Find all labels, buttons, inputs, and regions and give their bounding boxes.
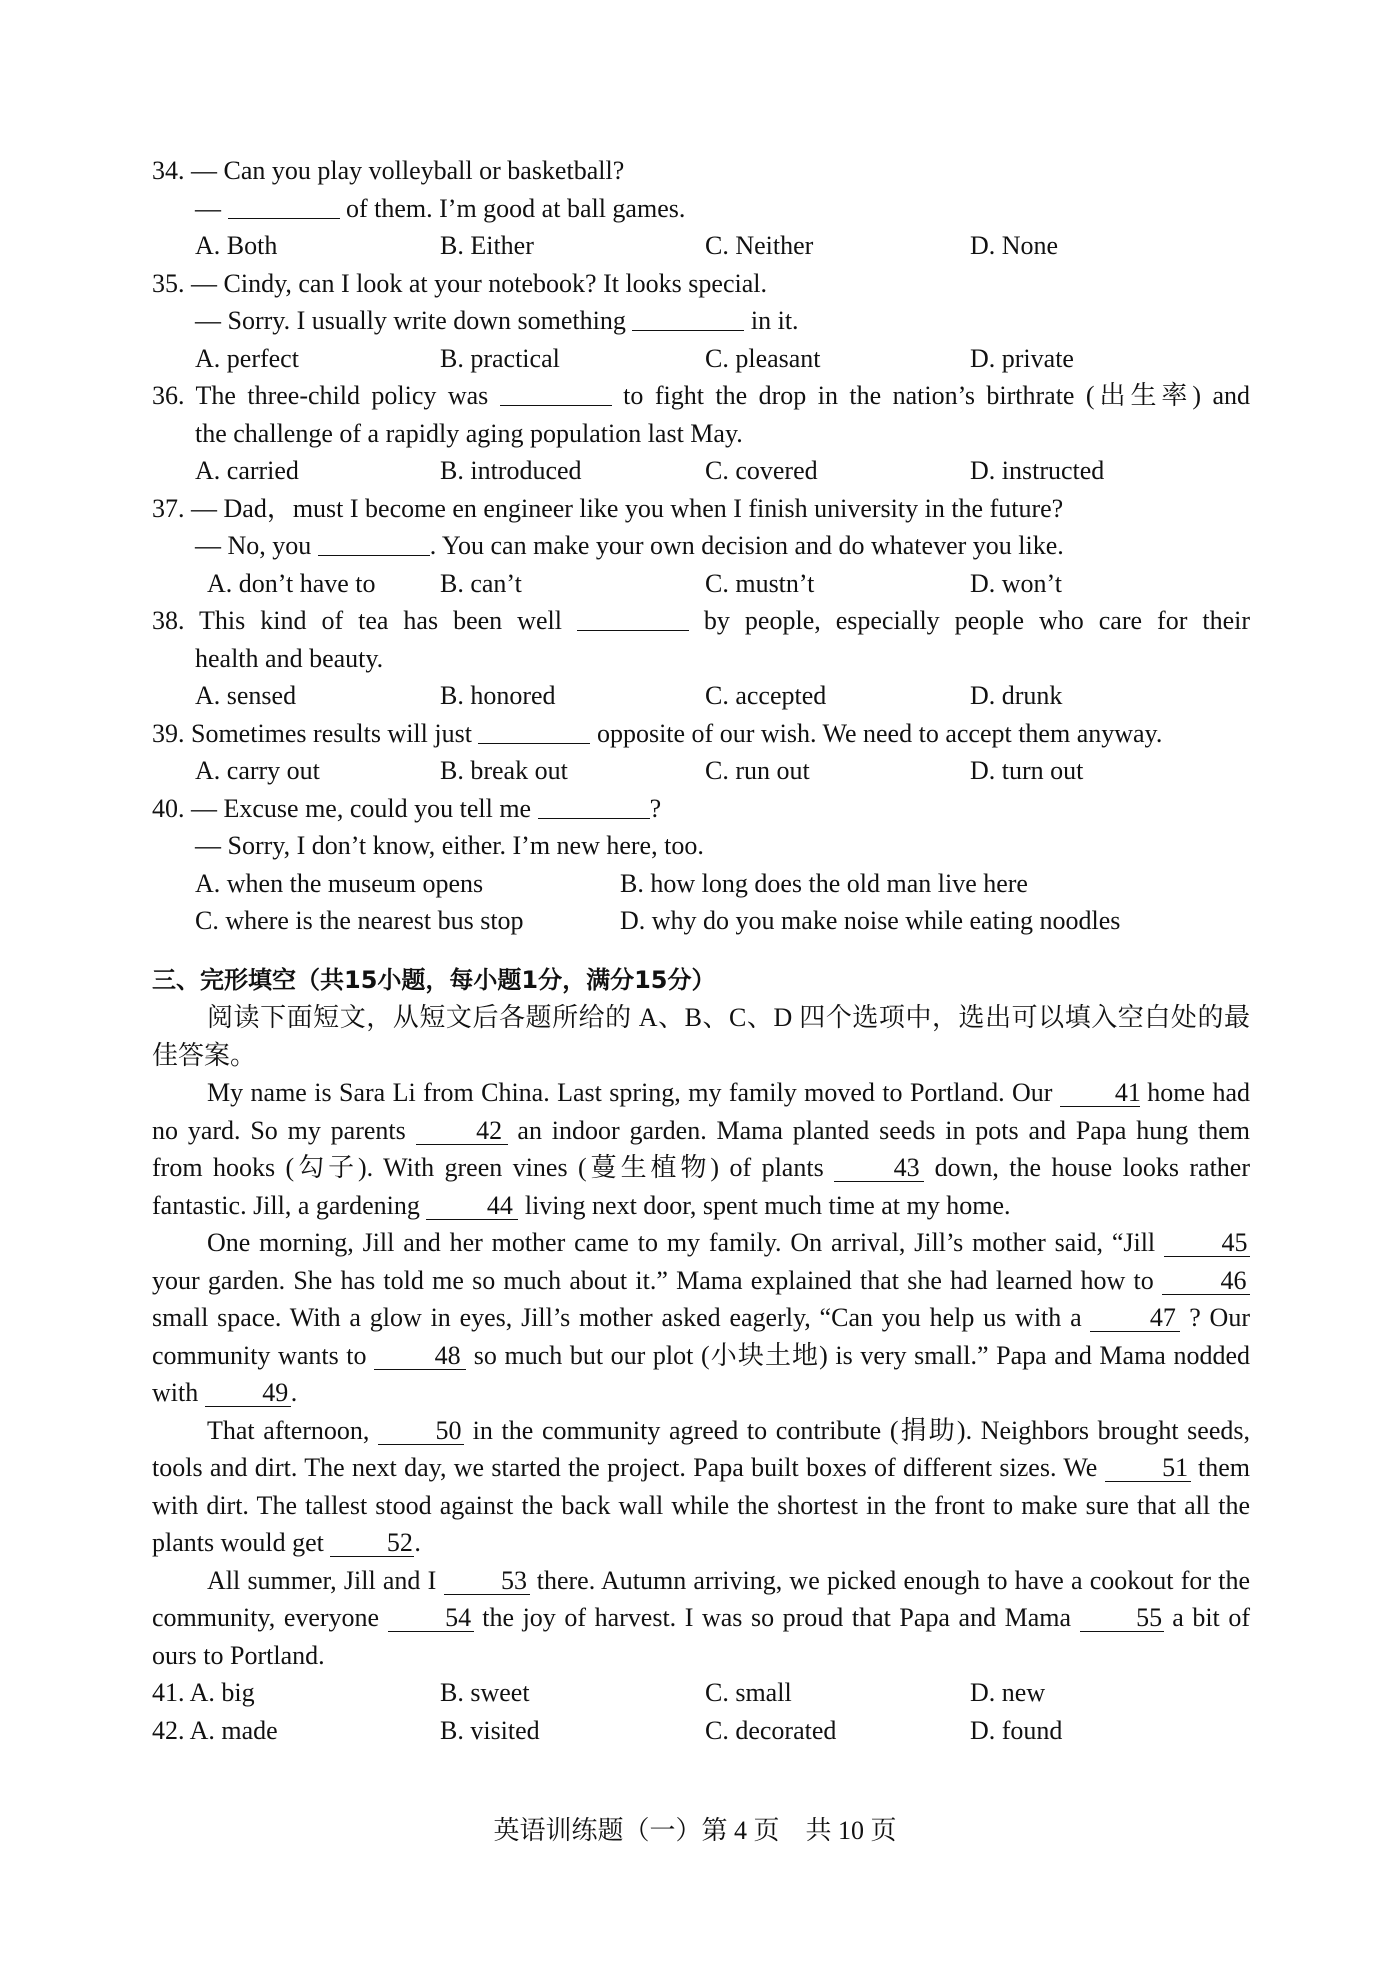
options-36: A. carried B. introduced C. covered D. instructed [195,456,1105,485]
blank-51: 51 [1105,1455,1191,1482]
answer-blank [632,306,744,331]
options-37: A. don’t have to B. can’t C. mustn’t D. won’t [207,568,1062,598]
options-39: A. carry out B. break out C. run out D. turn out [195,756,1084,785]
blank-52: 52 [330,1530,414,1557]
exam-page: 34. — Can you play volleyball or basketball? — of them. I’m good at ball games. A. Both B. Either C. Neither D. None 35. — Cindy, can I look at your notebook? It looks special. — Sorry. I usually write down something in it. A. perfect B. practical C. pleasant D. private 36. The three-child policy was to fight the drop in the nation’s birthrate (出生率) and the challenge of a rapidly aging population last May. A. carried B. introduced C. covered D. instructed 37. — Dad，must I become en engineer like you when I finish university in the future? — No, you . You can make your own decision and do whatever you like. A. don’t have to B. can’t C. mustn’t D. won’t 38. This kind of tea has been well by people, especially people who care for their health and beauty. A. sensed B. honored C. accepted D. drunk 39. Sometimes results will just opposite of our wish. We need to accept them anyway. A. carry out B. break out C. run out D. turn out 40. — Excuse me, could you tell me ? — Sorry, I don’t know, either. I’m new here, too. A. when the museum opens B. how long does the old man live here C. where is the nearest bus stop D. why do you make noise while eating noodles 三、完形填空（共15小题，每小题1分，满分15分） 阅读下面短文，从短文后各题所给的 A、B、C、D 四个选项中，选出可以填入空白处的最佳答案。 My name is Sara Li from China. Last spring, my family moved to Portland. Our 41 home had no yard. So my parents 42 an indoor garden. Mama planted seeds in pots and Papa hung them from hooks (勾子). With green vines (蔓生植物) of plants 43 down, the house looks rather fantastic. Jill, a gardening 44 living next door, spent much time at my home. One morning, Jill and her mother came to my family. On arrival, Jill’s mother said, “Jill 45 your garden. She has told me so much about it.” Mama explained that she had learned how to 46 small space. With a glow in eyes, Jill’s mother asked eagerly, “Can you help us with a 47 ? Our community wants to 48 so much but our plot (小块土地) is very small.” Papa and Mama nodded with 49. That afternoon, 50 in the community agreed to contribute (捐助). Neighbors brought seeds, tools and dirt. The next day, we started the project. Papa built boxes of different sizes. We 51 them with dirt. The tallest stood against the back wall while the shortest in the front to make sure that all the plants would get 52. All summer, Jill and I 53 there. Autumn arriving, we picked enough to have a cookout for the community, everyone 54 the joy of harvest. I was so proud that Papa and Mama 55 a bit of ours to Portland. 41. A. big B. sweet C. small D. new 42. A. made B. visited C. decorated D. found [152,152,1250,1749]
question-39: 39. Sometimes results will just opposite of our wish. We need to accept them anyway. [152,718,1163,748]
question-38: 38. This kind of tea has been well by people, especially people who care for their [152,606,1250,635]
blank-47: 47 [1090,1305,1180,1332]
passage-paragraph-1: My name is Sara Li from China. Last spring, my family moved to Portland. Our 41 home had no yard. So my parents 42 an indoor garden. Mama planted seeds in pots and Papa hung them from hooks (勾子). With green vines (蔓生植物) of plants 43 down, the house looks rather fantastic. Jill, a gardening 44 living next door, spent much time at my home. [152,1078,1250,1220]
options-42: 42. A. made B. visited C. decorated D. found [152,1715,1063,1745]
options-34: A. Both B. Either C. Neither D. None [195,231,1059,260]
blank-43: 43 [834,1155,924,1182]
question-37: 37. — Dad，must I become en engineer like you when I finish university in the future? [152,493,1064,523]
question-36: 36. The three-child policy was to fight the drop in the nation’s birthrate (出生率) and [152,381,1251,410]
blank-48: 48 [374,1343,466,1370]
passage-paragraph-4: All summer, Jill and I 53 there. Autumn arriving, we picked enough to have a cookout for the community, everyone 54 the joy of harvest. I was so proud that Papa and Mama 55 a bit of ours to Portland. [152,1565,1250,1670]
blank-53: 53 [444,1568,530,1595]
blank-41: 41 [1060,1080,1140,1107]
question-40: 40. — Excuse me, could you tell me ? [152,793,662,823]
passage-paragraph-2: One morning, Jill and her mother came to my family. On arrival, Jill’s mother said, “Jill 45 your garden. She has told me so much about it.” Mama explained that she had learned how to 46 small space. With a glow in eyes, Jill’s mother asked eagerly, “Can you help us with a 47 ? Our community wants to 48 so much but our plot (小块土地) is very small.” Papa and Mama nodded with 49. [152,1228,1250,1407]
blank-46: 46 [1162,1268,1250,1295]
section-instruction: 阅读下面短文，从短文后各题所给的 A、B、C、D 四个选项中，选出可以填入空白处的最佳答案。 [152,1003,1250,1070]
answer-blank [577,606,689,631]
blank-45: 45 [1164,1230,1250,1257]
question-35: 35. — Cindy, can I look at your notebook? It looks special. [152,268,767,298]
page-footer: 英语训练题（一）第 4 页 共 10 页 [493,1816,897,1845]
answer-blank [228,194,340,219]
blank-49: 49 [205,1380,291,1407]
options-41: 41. A. big B. sweet C. small D. new [152,1678,1046,1707]
blank-42: 42 [416,1118,508,1145]
answer-blank [538,794,650,819]
options-35: A. perfect B. practical C. pleasant D. private [195,343,1074,373]
blank-55: 55 [1080,1605,1164,1632]
blank-54: 54 [388,1605,474,1632]
question-34: 34. — Can you play volleyball or basketball? [152,156,625,185]
answer-blank [500,381,612,406]
answer-blank [318,531,430,556]
blank-44: 44 [426,1193,518,1220]
blank-50: 50 [378,1418,464,1445]
passage-paragraph-3: That afternoon, 50 in the community agreed to contribute (捐助). Neighbors brought seeds, tools and dirt. The next day, we started the project. Papa built boxes of different sizes. We 51 them with dirt. The tallest stood against the back wall while the shortest in the front to make sure that all the plants would get 52. [152,1415,1250,1557]
options-38: A. sensed B. honored C. accepted D. drunk [195,681,1063,710]
options-40: A. when the museum opens B. how long does the old man live here [195,868,1028,898]
section-title: 三、完形填空（共15小题，每小题1分，满分15分） [152,965,716,994]
answer-blank [478,719,590,744]
